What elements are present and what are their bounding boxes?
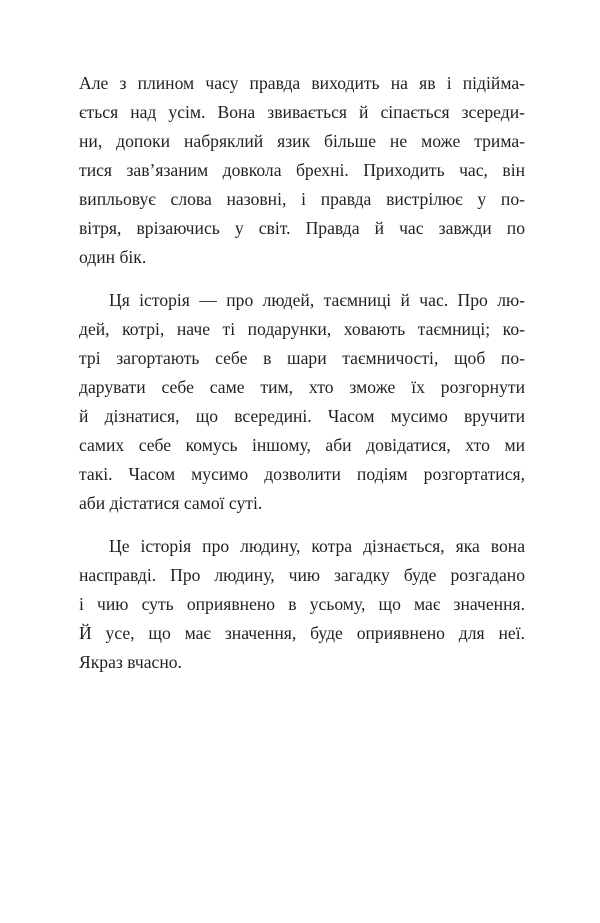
text-line: дарувати себе саме тим, хто зможе їх розгорнути xyxy=(79,377,525,397)
text-line: випльовує слова назовні, і правда вистрілює у по- xyxy=(79,189,525,209)
text-line: Й усе, що має значення, буде оприявнено для неї. xyxy=(79,623,525,643)
paragraph-3 xyxy=(79,532,525,677)
text-line: тися зав’язаним довкола брехні. Приходить час, він xyxy=(79,160,525,180)
text-line: аби дістатися самої суті. xyxy=(79,493,263,513)
text-line: насправді. Про людину, чию загадку буде розгадано xyxy=(79,565,525,585)
paragraph-1 xyxy=(79,69,525,272)
text-line: і чию суть оприявнено в усьому, що має значення. xyxy=(79,594,525,614)
text-line: ни, допоки набряклий язик більше не може трима- xyxy=(79,131,525,151)
text-line: один бік. xyxy=(79,247,147,267)
text-line: й дізнатися, що всередині. Часом мусимо вручити xyxy=(79,406,525,426)
text-line: Це історія про людину, котра дізнається, яка вона xyxy=(109,536,525,556)
text-line: такі. Часом мусимо дозволити подіям розгортатися, xyxy=(79,464,525,484)
text-line: вітря, врізаючись у світ. Правда й час завжди по xyxy=(79,218,525,238)
text-line: ється над усім. Вона звивається й сіпається зсереди- xyxy=(79,102,525,122)
text-line: Якраз вчасно. xyxy=(79,652,182,672)
paragraph-2 xyxy=(79,286,525,518)
text-line: самих себе комусь іншому, аби довідатися, хто ми xyxy=(79,435,525,455)
text-line: трі загортають себе в шари таємничості, щоб по- xyxy=(79,348,525,368)
text-line: Ця історія — про людей, таємниці й час. Про лю- xyxy=(109,290,525,310)
text-line: Але з плином часу правда виходить на яв і підійма- xyxy=(79,73,525,93)
text-line: дей, котрі, наче ті подарунки, ховають таємниці; ко- xyxy=(79,319,525,339)
body-text xyxy=(79,69,525,691)
